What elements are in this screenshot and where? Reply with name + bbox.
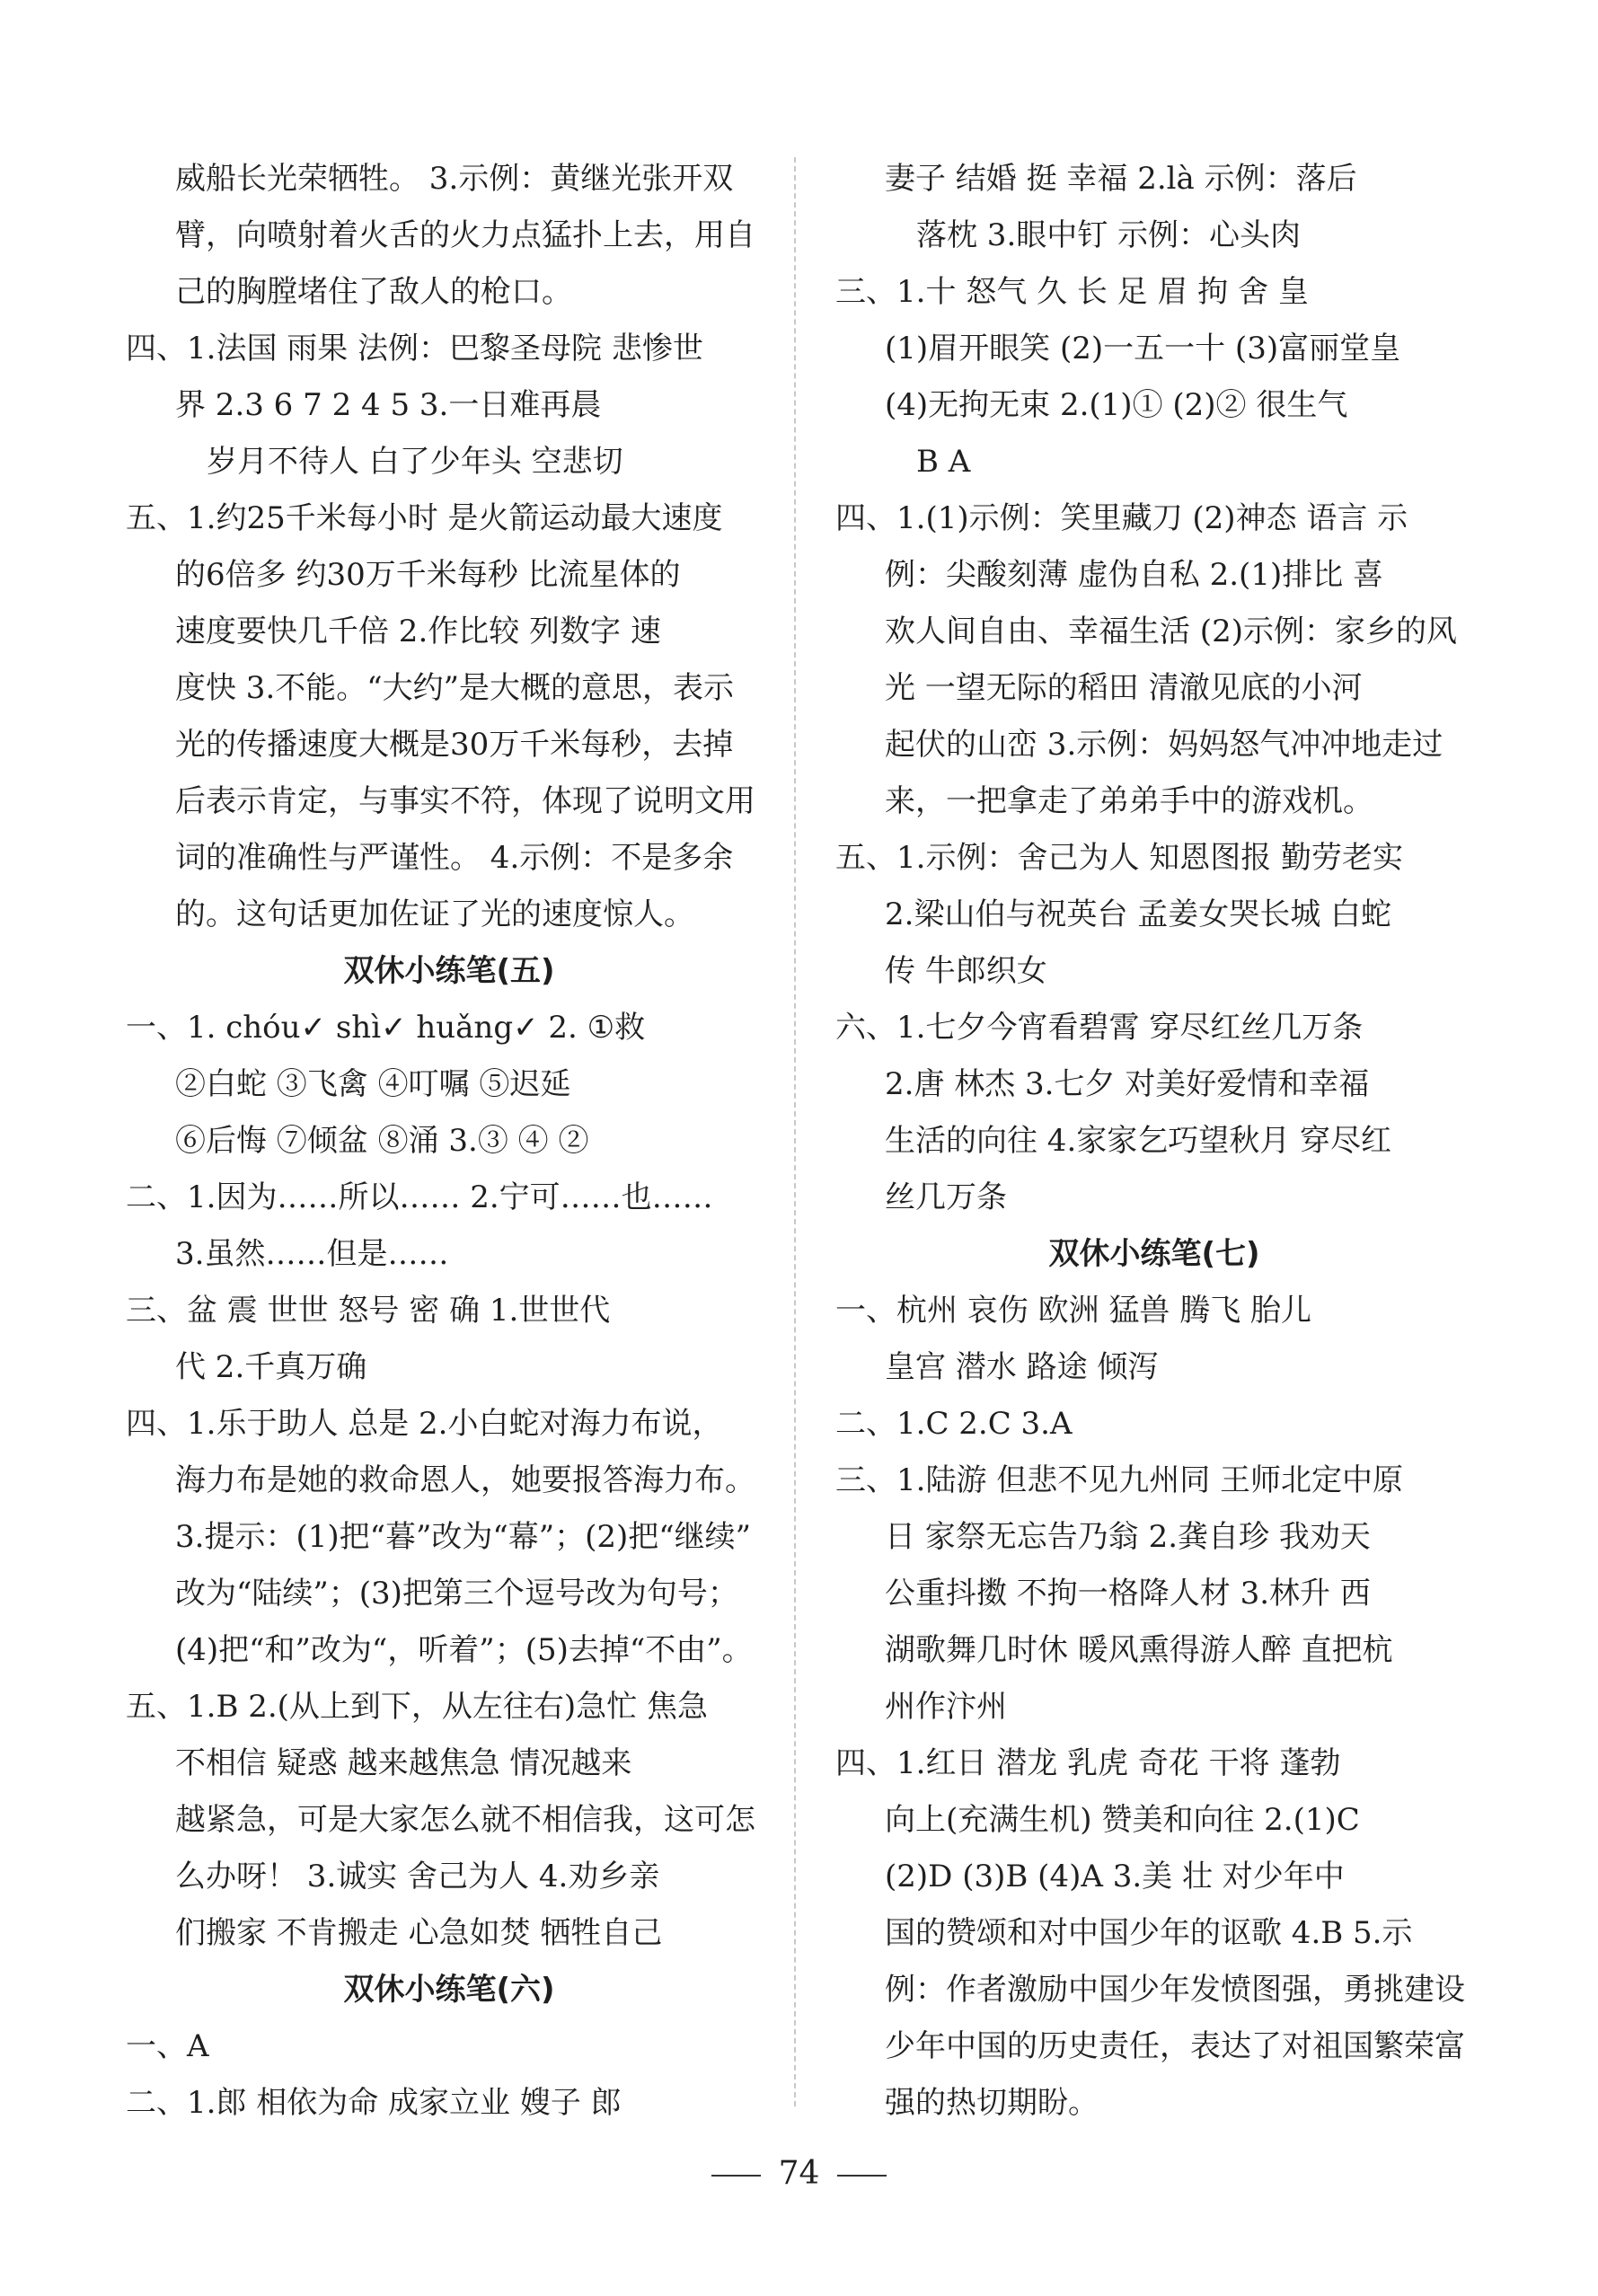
section-heading: 双休小练笔(七) xyxy=(1048,1236,1260,1272)
answer-line: ⑥后悔 ⑦倾盆 ⑧涌 3.③ ④ ② xyxy=(175,1123,589,1159)
answer-line: 四、1.红日 潜龙 乳虎 奇花 干将 蓬勃 xyxy=(835,1745,1341,1781)
answer-line: 州作汴州 xyxy=(885,1689,1007,1725)
section-heading: 双休小练笔(五) xyxy=(343,953,555,989)
answer-line: B A xyxy=(916,444,971,480)
answer-line: 三、1.十 怒气 久 长 足 眉 拘 舍 皇 xyxy=(835,274,1309,310)
answer-line: 光的传播速度大概是30万千米每秒，去掉 xyxy=(175,727,734,763)
answer-line: 代 2.千真万确 xyxy=(175,1349,367,1385)
answer-line: 落枕 3.眼中钉 示例：心头肉 xyxy=(916,217,1302,253)
answer-line: 一、A xyxy=(126,2028,209,2064)
answer-line: 3.虽然……但是…… xyxy=(175,1236,449,1272)
answer-line: 威船长光荣牺牲。 3.示例：黄继光张开双 xyxy=(175,161,734,197)
answer-line: 们搬家 不肯搬走 心急如焚 牺牲自己 xyxy=(175,1915,663,1951)
footer-dash-right xyxy=(837,2175,887,2177)
answer-line: 二、1.郎 相依为命 成家立业 嫂子 郎 xyxy=(126,2085,622,2121)
answer-line: 的6倍多 约30万千米每秒 比流星体的 xyxy=(175,557,681,593)
answer-line: 五、1.约25千米每小时 是火箭运动最大速度 xyxy=(126,500,723,536)
answer-line: 生活的向往 4.家家乞巧望秋月 穿尽红 xyxy=(885,1123,1392,1159)
answer-line: 一、杭州 哀伤 欧洲 猛兽 腾飞 胎儿 xyxy=(835,1293,1312,1329)
answer-line: 丝几万条 xyxy=(885,1179,1007,1215)
answer-line: 公重抖擞 不拘一格降人材 3.林升 西 xyxy=(885,1576,1371,1612)
answer-line: 度快 3.不能。“大约”是大概的意思，表示 xyxy=(175,670,735,706)
answer-line: ②白蛇 ③飞禽 ④叮嘱 ⑤迟延 xyxy=(175,1066,571,1102)
answer-line: 岁月不待人 白了少年头 空悲切 xyxy=(207,444,623,480)
answer-line: 海力布是她的救命恩人，她要报答海力布。 xyxy=(175,1462,755,1498)
answer-line: 日 家祭无忘告乃翁 2.龚自珍 我劝天 xyxy=(885,1519,1371,1555)
answer-line: 四、1.(1)示例：笑里藏刀 (2)神态 语言 示 xyxy=(835,500,1408,536)
answer-line: (4)无拘无束 2.(1)① (2)② 很生气 xyxy=(885,387,1348,423)
answer-line: 向上(充满生机) 赞美和向往 2.(1)C xyxy=(885,1802,1360,1838)
page-number: 74 xyxy=(778,2155,820,2192)
answer-line: 传 牛郎织女 xyxy=(885,953,1047,989)
answer-line: 后表示肯定，与事实不符，体现了说明文用 xyxy=(175,783,755,819)
answer-line: 界 2.3 6 7 2 4 5 3.一日难再晨 xyxy=(175,387,602,423)
answer-line: 二、1.C 2.C 3.A xyxy=(835,1406,1073,1442)
answer-line: 3.提示：(1)把“暮”改为“幕”；(2)把“继续” xyxy=(175,1519,752,1555)
answer-line: 欢人间自由、幸福生活 (2)示例：家乡的风 xyxy=(885,614,1457,649)
section-heading: 双休小练笔(六) xyxy=(343,1972,555,2008)
answer-line: 光 一望无际的稻田 清澈见底的小河 xyxy=(885,670,1363,706)
answer-line: 五、1.B 2.(从上到下，从左往右)急忙 焦急 xyxy=(126,1689,709,1725)
answer-line: 速度要快几千倍 2.作比较 列数字 速 xyxy=(175,614,661,649)
answer-line: 2.唐 林杰 3.七夕 对美好爱情和幸福 xyxy=(885,1066,1370,1102)
answer-line: 己的胸膛堵住了敌人的枪口。 xyxy=(175,274,572,310)
answer-line: (4)把“和”改为“，听着”；(5)去掉“不由”。 xyxy=(175,1632,753,1668)
left-column xyxy=(126,151,773,2132)
answer-line: 皇宫 潜水 路途 倾泻 xyxy=(885,1349,1159,1385)
answer-line: 词的准确性与严谨性。 4.示例：不是多余 xyxy=(175,840,734,876)
answer-line: 湖歌舞几时休 暖风熏得游人醉 直把杭 xyxy=(885,1632,1393,1668)
answer-line: 一、1. chóu✓ shì✓ huǎng✓ 2. ①救 xyxy=(126,1010,646,1046)
answer-line: 2.梁山伯与祝英台 孟姜女哭长城 白蛇 xyxy=(885,896,1392,932)
answer-line: 三、盆 震 世世 怒号 密 确 1.世世代 xyxy=(126,1293,611,1329)
answer-line: 国的赞颂和对中国少年的讴歌 4.B 5.示 xyxy=(885,1915,1413,1951)
answer-line: 四、1.乐于助人 总是 2.小白蛇对海力布说， xyxy=(126,1406,723,1442)
page-footer xyxy=(0,2151,1598,2196)
answer-line: 少年中国的历史责任，表达了对祖国繁荣富 xyxy=(885,2028,1465,2064)
answer-line: 臂，向喷射着火舌的火力点猛扑上去，用自 xyxy=(175,217,755,253)
answer-line: 例：尖酸刻薄 虚伪自私 2.(1)排比 喜 xyxy=(885,557,1384,593)
answer-line: 五、1.示例：舍己为人 知恩图报 勤劳老实 xyxy=(835,840,1404,876)
answer-line: 起伏的山峦 3.示例：妈妈怒气冲冲地走过 xyxy=(885,727,1443,763)
answer-line: 的。这句话更加佐证了光的速度惊人。 xyxy=(175,896,694,932)
footer-dash-left xyxy=(711,2175,761,2177)
answer-line: 三、1.陆游 但悲不见九州同 王师北定中原 xyxy=(835,1462,1404,1498)
answer-line: 妻子 结婚 挺 幸福 2.là 示例：落后 xyxy=(885,161,1357,197)
answer-line: 二、1.因为……所以…… 2.宁可……也…… xyxy=(126,1179,713,1215)
answer-line: 例：作者激励中国少年发愤图强，勇挑建设 xyxy=(885,1972,1465,2008)
answer-line: 六、1.七夕今宵看碧霄 穿尽红丝几万条 xyxy=(835,1010,1364,1046)
column-divider xyxy=(794,157,796,2106)
answer-line: 么办呀！ 3.诚实 舍己为人 4.劝乡亲 xyxy=(175,1859,660,1894)
answer-line: (2)D (3)B (4)A 3.美 壮 对少年中 xyxy=(885,1859,1345,1894)
answer-line: 改为“陆续”；(3)把第三个逗号改为句号； xyxy=(175,1576,738,1612)
answer-line: 不相信 疑惑 越来越焦急 情况越来 xyxy=(175,1745,632,1781)
answer-line: 四、1.法国 雨果 法例：巴黎圣母院 悲惨世 xyxy=(126,331,703,366)
answer-line: 强的热切期盼。 xyxy=(885,2085,1099,2121)
answer-line: 越紧急，可是大家怎么就不相信我，这可怎 xyxy=(175,1802,755,1838)
answer-line: 来，一把拿走了弟弟手中的游戏机。 xyxy=(885,783,1373,819)
answer-line: (1)眉开眼笑 (2)一五一十 (3)富丽堂皇 xyxy=(885,331,1401,366)
right-column xyxy=(835,151,1473,2132)
